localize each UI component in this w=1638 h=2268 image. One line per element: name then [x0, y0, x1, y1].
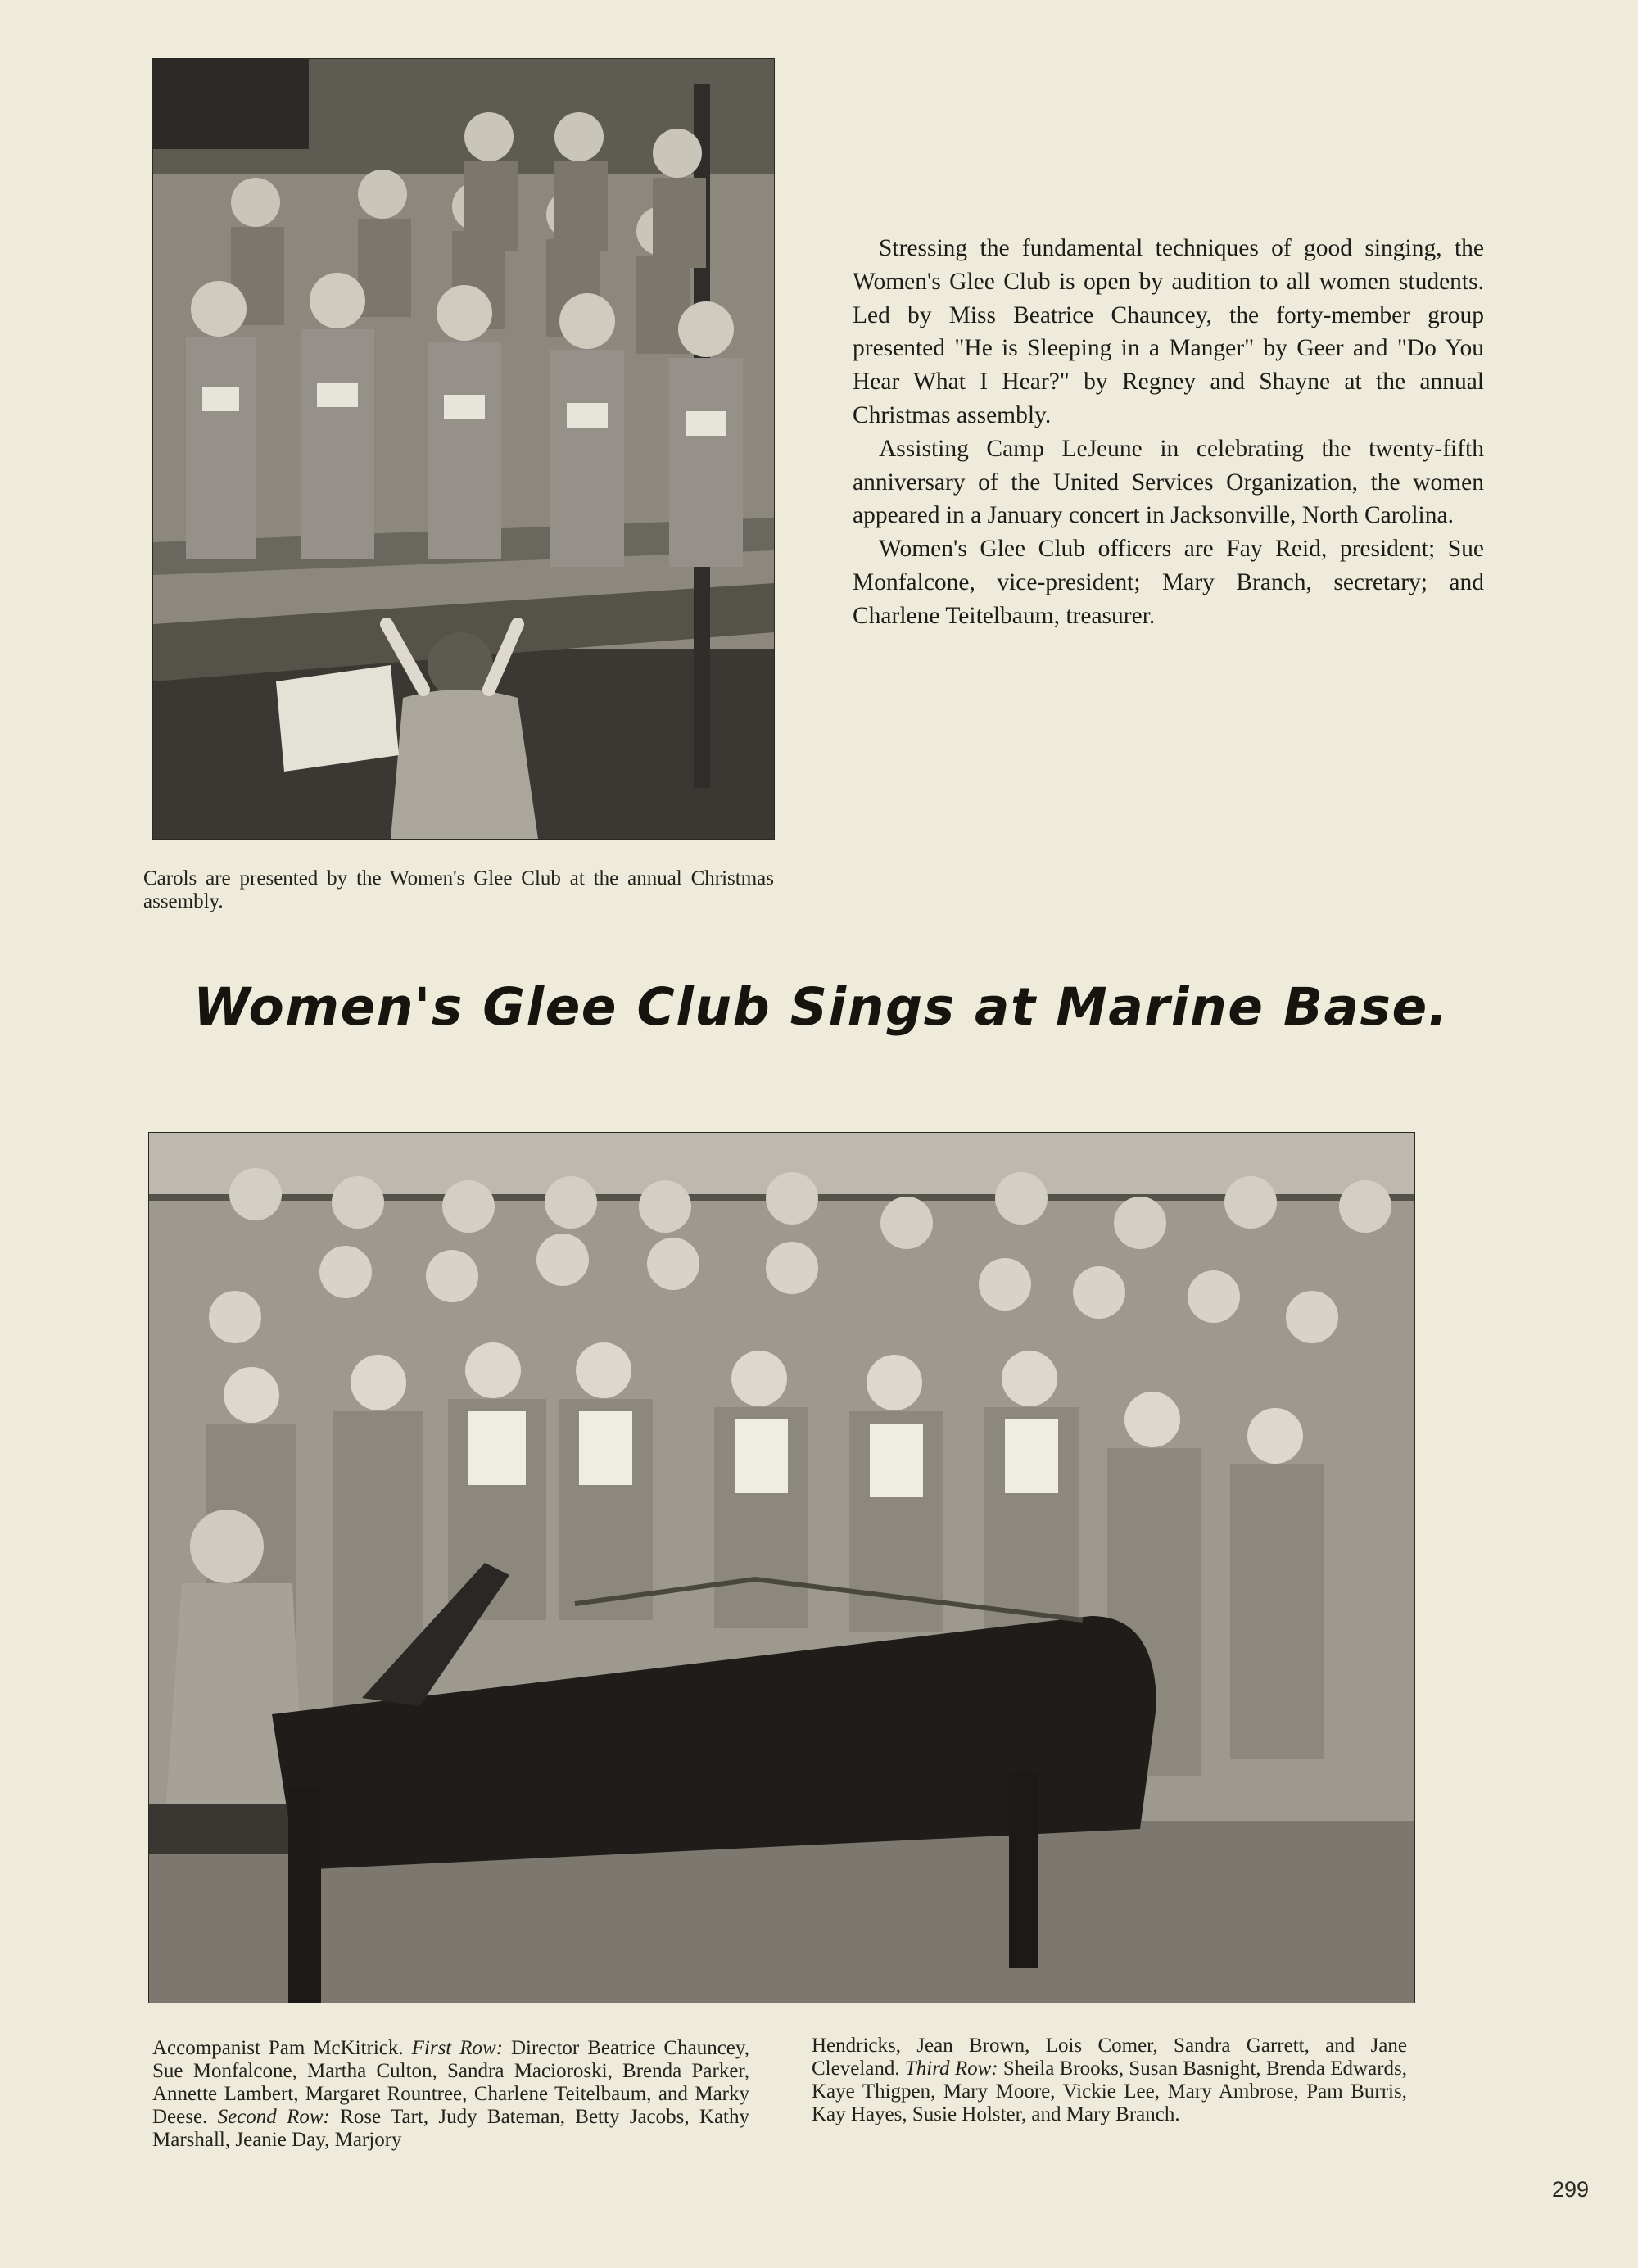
carols-photo [152, 58, 775, 840]
article-paragraph: Women's Glee Club officers are Fay Reid, president; Sue Monfalcone, vice-president; Mary Branch, secretary; and Charlene Teitelbaum, treasurer. [853, 536, 1484, 629]
article-paragraph: Assisting Camp LeJeune in celebrating the twenty-fifth anniversary of the United Services Organization, the women appeared in a January concert in Jacksonville, North Carolina. [853, 435, 1484, 529]
third-row-names: Sheila Brooks, Susan Basnight, Brenda Edwards, Kaye Thigpen, Mary Moore, Vickie Lee, Mary Ambrose, Pam Burris, Kay Hayes, Susie Holster, and Mary Branch. [812, 2057, 1408, 2125]
first-row-label: First Row: [411, 2037, 503, 2059]
article-paragraph: Stressing the fundamental techniques of good singing, the Women's Glee Club is open by audition to all women students. Led by Miss Beatrice Chauncey, the forty-member group presented "He is Sleeping in a Manger" by Geer and "Do You Hear What I Hear?" by Regney and Shayne at the annual Christmas assembly. [853, 235, 1484, 428]
page-number: 299 [1551, 2177, 1589, 2202]
carols-photo-caption: Carols are presented by the Women's Glee Club at the annual Christmas assembly. [143, 867, 774, 912]
page-headline: Women's Glee Club Sings at Marine Base. [193, 977, 1450, 1037]
first-row-names: Director Beatrice Chauncey, Sue Monfalcone, Martha Culton, Sandra Macioroski, Brenda Parker, Annette Lambert, Margaret Rountree, Charlene Teitelbaum, and Marky Deese. [152, 2037, 750, 2128]
group-photo-caption-column-2 [812, 2035, 1407, 2126]
second-row-names-continued: Hendricks, Jean Brown, Lois Comer, Sandra Garrett, and Jane Cleveland. [812, 2035, 1407, 2080]
carols-photo-image [153, 59, 774, 839]
group-photo-image [149, 1133, 1414, 2003]
group-photo [148, 1132, 1415, 2003]
third-row-label: Third Row: [904, 2057, 998, 2080]
group-photo-caption-column-1 [152, 2037, 749, 2152]
article-body [853, 232, 1484, 633]
second-row-names: Rose Tart, Judy Bateman, Betty Jacobs, Kathy Marshall, Jeanie Day, Marjory [152, 2106, 750, 2151]
second-row-label: Second Row: [217, 2106, 330, 2128]
accompanist-credit: Accompanist Pam McKitrick. [152, 2037, 404, 2059]
